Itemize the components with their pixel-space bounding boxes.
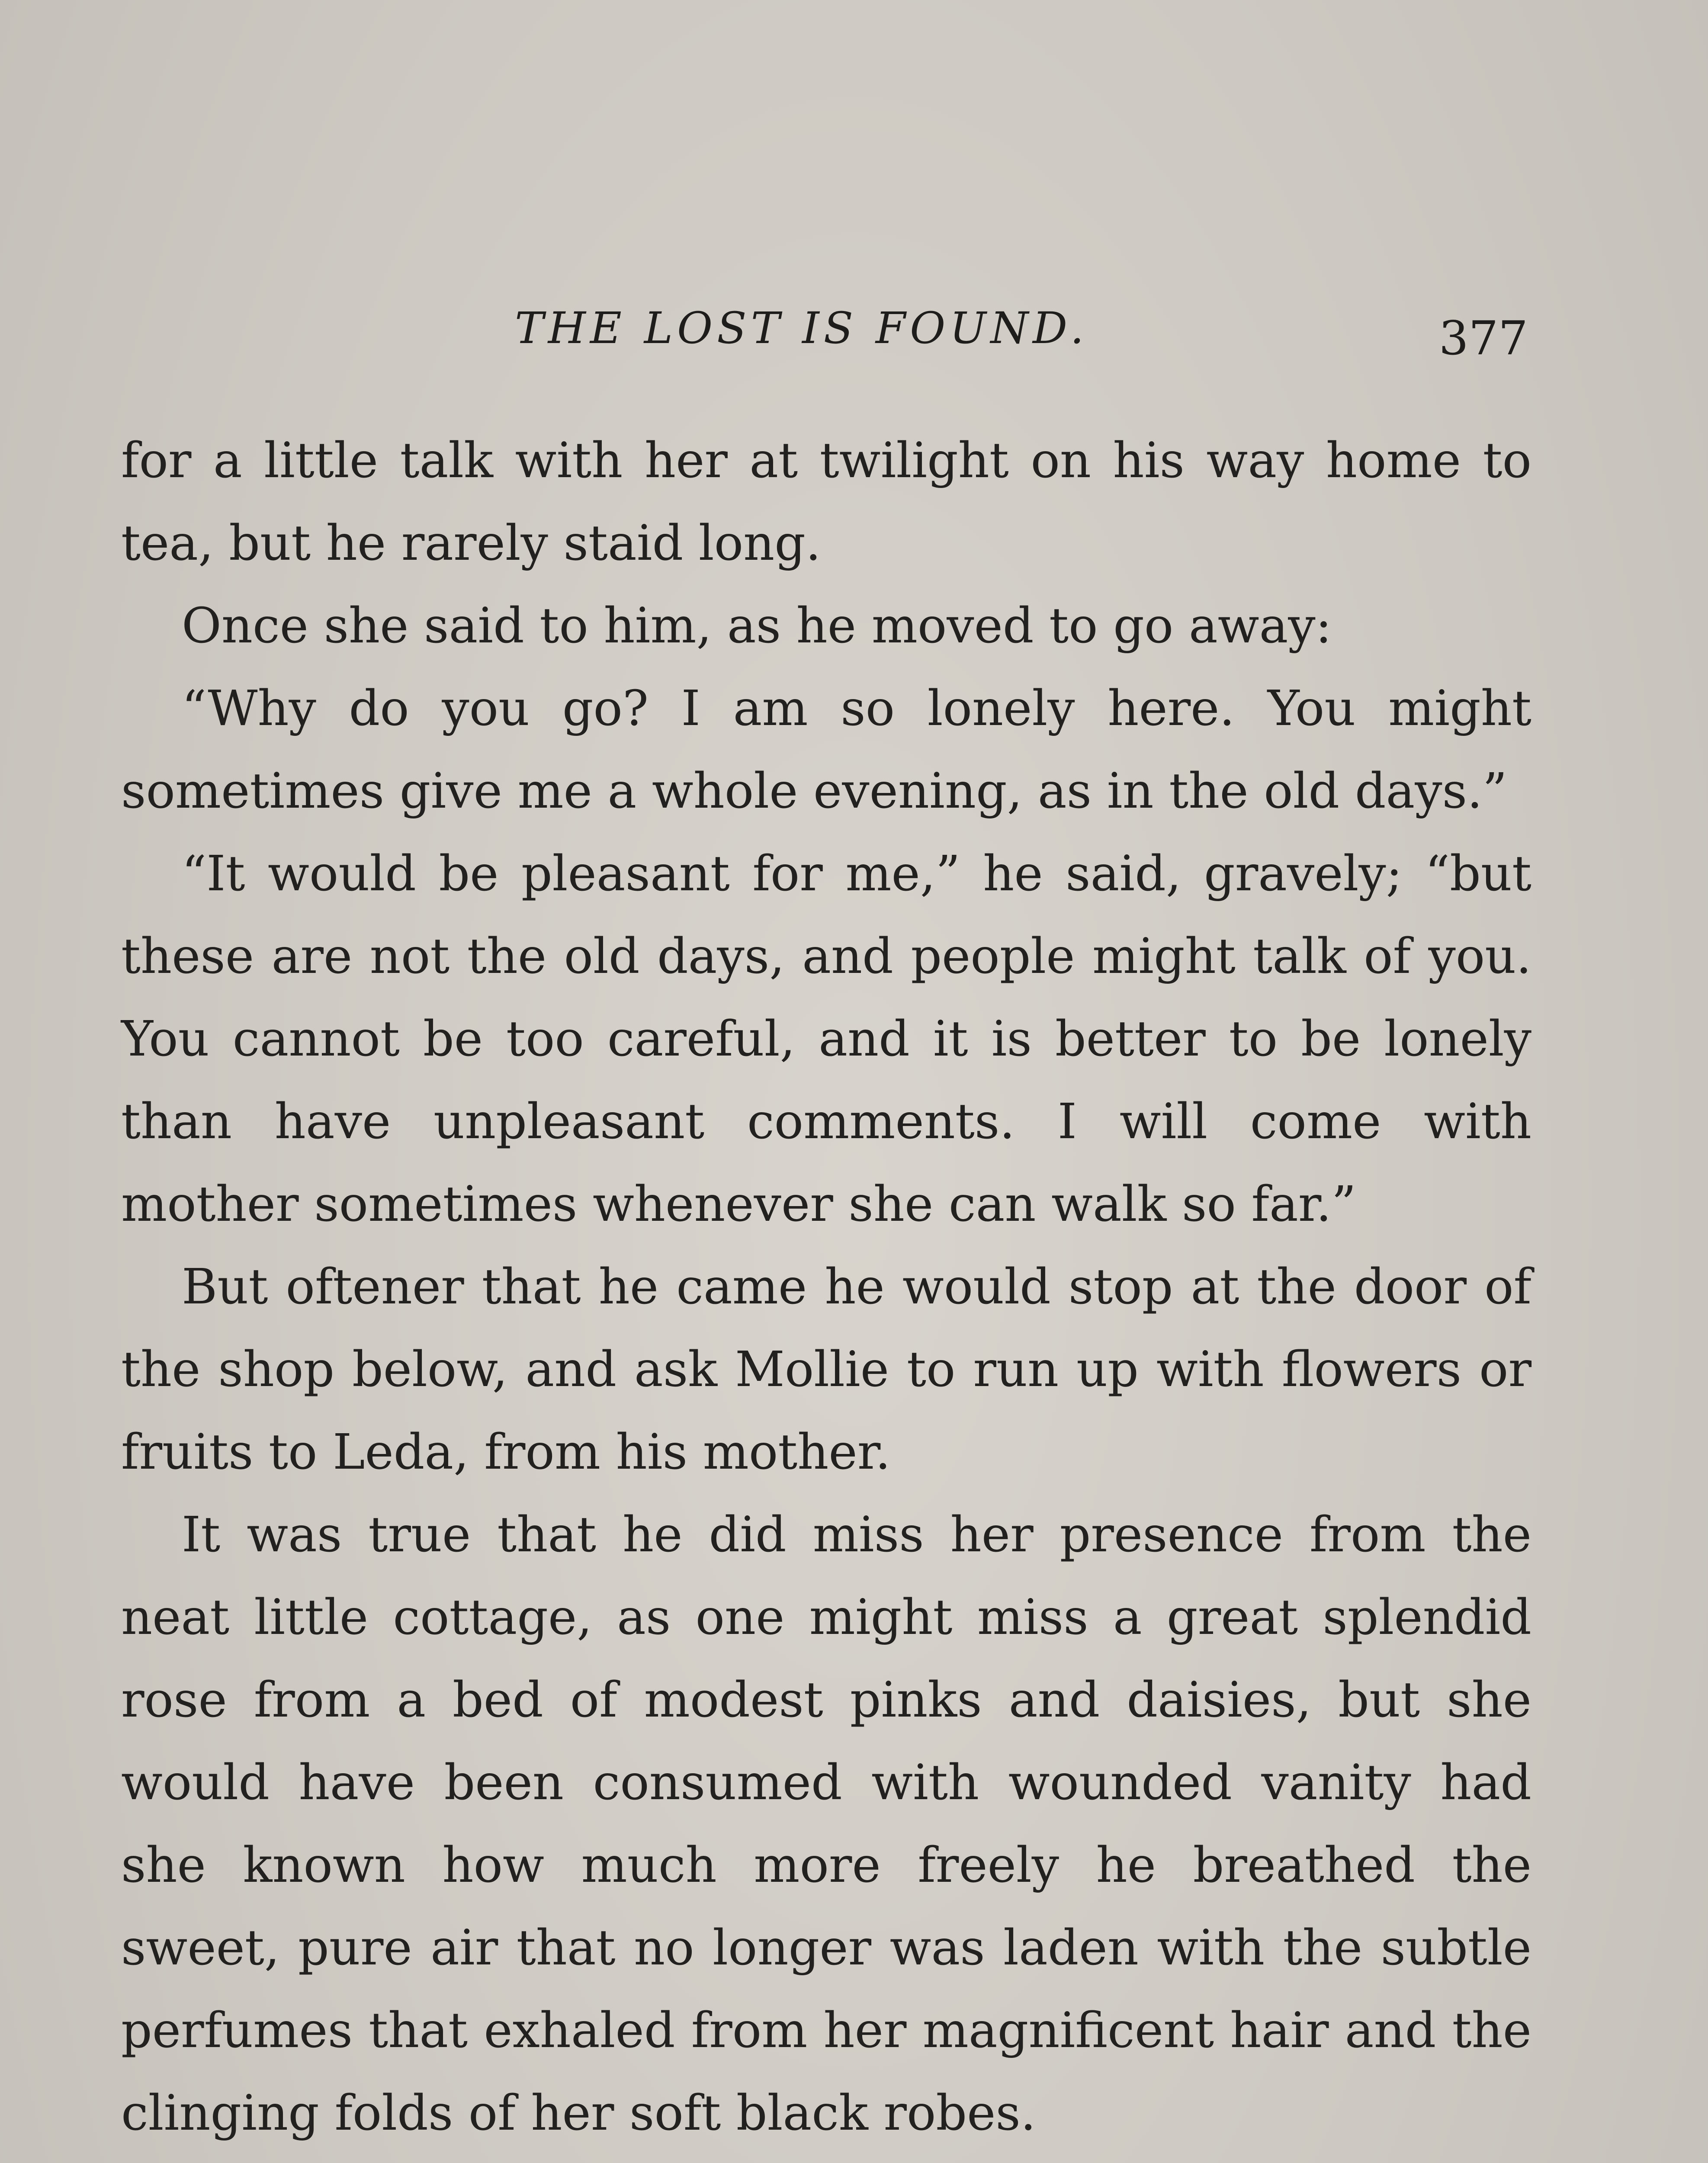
body-text [121, 420, 1531, 2163]
paragraph: It was true that he did miss her presence from the neat little cottage, as one might miss a great splendid rose from a bed of modest pinks and daisies, but she would have been consumed with wounded vanity had she known how much more freely he breathed the sweet, pure air that no longer was laden with the subtle perfumes that exhaled from her magnificent hair and the clinging folds of her soft black robes. [121, 1507, 1531, 2141]
paragraph: Once she said to him, as he moved to go away: [182, 598, 1332, 654]
running-title: THE LOST IS FOUND. [515, 303, 1088, 353]
paragraph: But oftener that he came he would stop at the door of the shop below, and ask Mollie to run up with flowers or fruits to Leda, from his mother. [121, 1259, 1531, 1480]
paragraph: “It would be pleasant for me,” he said, gravely; “but these are not the old days, and people might talk of you. You cannot be too careful, and it is better to be lonely than have unpleasant comments. I will come with mother sometimes whenever she can walk so far.” [121, 846, 1531, 1232]
paragraph: for a little talk with her at twilight on his way home to tea, but he rarely staid long. [121, 433, 1531, 571]
paragraph: “Why do you go? I am so lonely here. You might sometimes give me a whole evening, as in the old days.” [121, 680, 1531, 819]
page-number: 377 [1438, 311, 1528, 366]
paragraph [121, 2155, 1531, 2163]
